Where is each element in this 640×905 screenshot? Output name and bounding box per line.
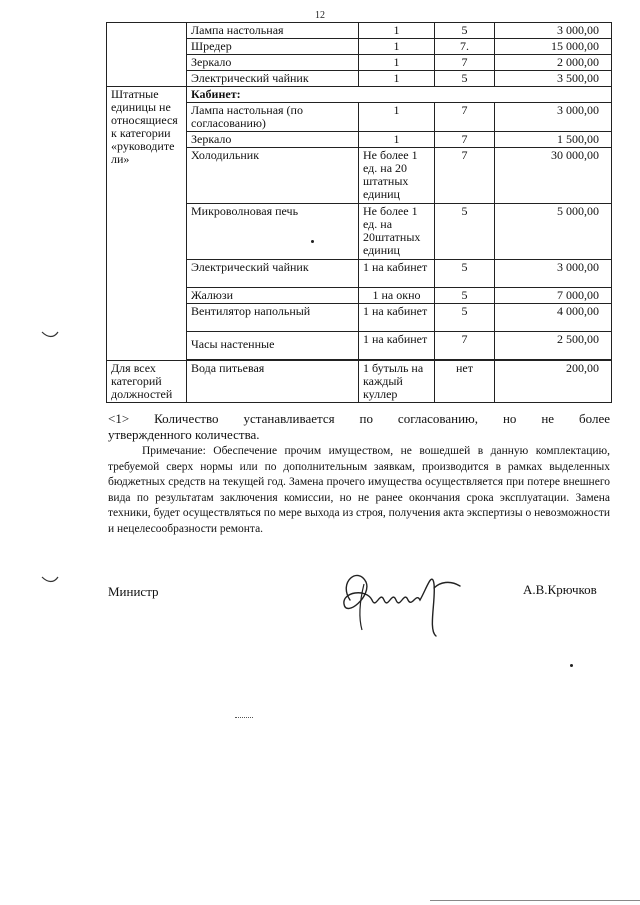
item-qty: 1 на кабинет — [359, 332, 435, 360]
inventory-table — [106, 22, 612, 403]
category-cell: Для всех категорий должностей — [107, 361, 187, 403]
item-years: 5 — [435, 260, 495, 288]
item-price: 3 000,00 — [495, 260, 612, 288]
item-name: Вода питьевая — [187, 361, 359, 403]
item-qty: 1 на кабинет — [359, 260, 435, 288]
table-row — [107, 361, 612, 403]
item-name: Лампа настольная (по согласованию) — [187, 103, 359, 132]
item-qty: 1 — [359, 23, 435, 39]
item-years: 5 — [435, 304, 495, 332]
item-qty: 1 — [359, 103, 435, 132]
item-name: Часы настенные — [187, 332, 359, 360]
item-qty: 1 на окно — [359, 288, 435, 304]
category-cell — [107, 23, 187, 87]
item-years: 5 — [435, 23, 495, 39]
item-name: Жалюзи — [187, 288, 359, 304]
signature-position: Министр — [108, 584, 159, 599]
item-qty: 1 — [359, 132, 435, 148]
item-name: Вентилятор напольный — [187, 304, 359, 332]
item-price: 3 000,00 — [495, 103, 612, 132]
item-price: 2 500,00 — [495, 332, 612, 360]
note-paragraph: Примечание: Обеспечение прочим имуществом, не вошедшей в данную комплектацию, требуемой сверх нормы или по дополнительным заявкам, производится в рамках выделенных бюджетных средств на текущей год. Замена прочего имущества осуществляется при потере внешнего вида по результатам заключения комиссии, но не ранее окончания срока эксплуатации. Замена техники, будет осуществляться по мере выхода из строя, получения акта экспертизы о невозможности и нецелесообразности ремонта. — [108, 445, 610, 535]
item-price: 200,00 — [495, 361, 612, 403]
item-price: 3 000,00 — [495, 23, 612, 39]
item-price: 30 000,00 — [495, 148, 612, 204]
item-years: 7 — [435, 55, 495, 71]
item-qty: 1 — [359, 71, 435, 87]
item-years: 5 — [435, 71, 495, 87]
item-years: 7. — [435, 39, 495, 55]
item-price: 15 000,00 — [495, 39, 612, 55]
item-name: Зеркало — [187, 55, 359, 71]
item-name: Электрический чайник — [187, 71, 359, 87]
scan-mark-icon — [40, 575, 60, 585]
item-years: 7 — [435, 132, 495, 148]
scan-dot — [570, 664, 573, 667]
item-qty: 1 бутыль на каждый куллер — [359, 361, 435, 403]
item-price: 5 000,00 — [495, 204, 612, 260]
item-qty: 1 — [359, 39, 435, 55]
item-name: Электрический чайник — [187, 260, 359, 288]
page-number: 12 — [315, 10, 325, 21]
scan-mark-icon — [40, 330, 60, 340]
scan-dot — [311, 240, 314, 243]
scan-edge — [430, 900, 640, 901]
item-price: 2 000,00 — [495, 55, 612, 71]
item-qty: 1 — [359, 55, 435, 71]
item-qty: Не более 1 ед. на 20 штатных единиц — [359, 148, 435, 204]
item-qty: 1 на кабинет — [359, 304, 435, 332]
item-name: Шредер — [187, 39, 359, 55]
item-years: 5 — [435, 204, 495, 260]
handwritten-signature-icon — [336, 560, 466, 640]
item-price: 1 500,00 — [495, 132, 612, 148]
item-name: Холодильник — [187, 148, 359, 204]
item-years: 7 — [435, 148, 495, 204]
item-name: Лампа настольная — [187, 23, 359, 39]
item-years: 7 — [435, 332, 495, 360]
item-price: 7 000,00 — [495, 288, 612, 304]
item-name: Микроволновая печь — [187, 204, 359, 260]
item-name: Зеркало — [187, 132, 359, 148]
item-qty: Не более 1 ед. на 20штатных единиц — [359, 204, 435, 260]
category-cell: Штатные единицы не относящиеся к категории «руководите ли» — [107, 87, 187, 361]
footnote-line: утвержденного количества. — [108, 427, 260, 442]
item-years: 7 — [435, 103, 495, 132]
item-price: 4 000,00 — [495, 304, 612, 332]
item-years: 5 — [435, 288, 495, 304]
table-row — [107, 87, 612, 103]
item-years: нет — [435, 361, 495, 403]
table-row — [107, 23, 612, 39]
scan-dot — [235, 717, 253, 719]
footnote-line: <1> Количество устанавливается по согласованию, но не более — [108, 411, 610, 426]
section-header: Кабинет: — [187, 87, 612, 103]
signer-name: А.В.Крючков — [523, 582, 597, 597]
item-price: 3 500,00 — [495, 71, 612, 87]
